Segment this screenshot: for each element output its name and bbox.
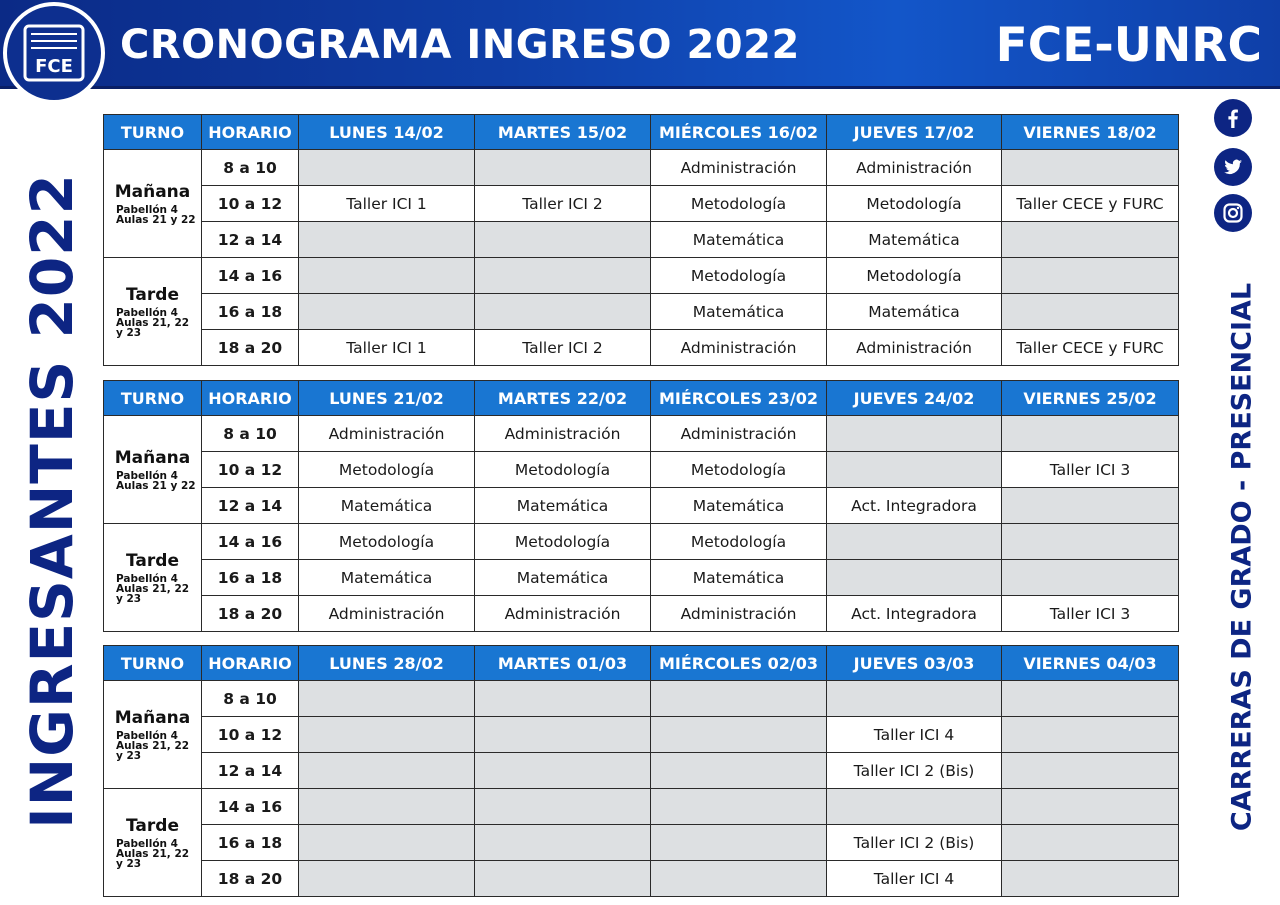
shift-location: Pabellón 4 Aulas 21, 22 y 23 [116, 307, 190, 339]
empty-cell [475, 753, 651, 789]
class-cell: Metodología [651, 186, 827, 222]
class-cell: Administración [651, 596, 827, 632]
empty-cell [1002, 825, 1179, 861]
empty-cell [299, 861, 475, 897]
time-slot: 14 a 16 [202, 258, 299, 294]
class-cell: Administración [299, 416, 475, 452]
empty-cell [651, 861, 827, 897]
table-row [104, 186, 1179, 222]
empty-cell [299, 717, 475, 753]
time-slot: 16 a 18 [202, 294, 299, 330]
empty-cell [475, 717, 651, 753]
empty-cell [1002, 258, 1179, 294]
time-slot: 14 a 16 [202, 789, 299, 825]
column-header: MARTES 15/02 [475, 115, 651, 150]
shift-name: Mañana [114, 182, 191, 202]
empty-cell [1002, 416, 1179, 452]
time-slot: 16 a 18 [202, 825, 299, 861]
class-cell: Taller CECE y FURC [1002, 330, 1179, 366]
column-header: MIÉRCOLES 02/03 [651, 646, 827, 681]
table-row [104, 524, 1179, 560]
class-cell: Taller ICI 2 [475, 186, 651, 222]
shift-name: Mañana [114, 708, 191, 728]
empty-cell [651, 681, 827, 717]
time-slot: 18 a 20 [202, 596, 299, 632]
time-slot: 10 a 12 [202, 717, 299, 753]
table-row [104, 560, 1179, 596]
header-row [104, 646, 1179, 681]
class-cell: Administración [475, 416, 651, 452]
class-cell: Taller CECE y FURC [1002, 186, 1179, 222]
empty-cell [475, 825, 651, 861]
empty-cell [651, 717, 827, 753]
table-row [104, 753, 1179, 789]
shift-location: Pabellón 4 Aulas 21, 22 y 23 [116, 730, 190, 762]
class-cell: Matemática [827, 222, 1002, 258]
column-header: JUEVES 03/03 [827, 646, 1002, 681]
class-cell: Matemática [651, 488, 827, 524]
column-header: MARTES 01/03 [475, 646, 651, 681]
shift-name: Mañana [114, 448, 191, 468]
facebook-icon[interactable] [1214, 99, 1252, 137]
empty-cell [475, 861, 651, 897]
table-row [104, 596, 1179, 632]
class-cell: Metodología [299, 524, 475, 560]
twitter-icon[interactable] [1214, 148, 1252, 186]
column-header: JUEVES 24/02 [827, 381, 1002, 416]
shift-cell [104, 258, 202, 366]
class-cell: Matemática [299, 560, 475, 596]
class-cell: Taller ICI 3 [1002, 596, 1179, 632]
empty-cell [651, 825, 827, 861]
class-cell: Taller ICI 3 [1002, 452, 1179, 488]
empty-cell [1002, 560, 1179, 596]
table-row [104, 150, 1179, 186]
empty-cell [1002, 681, 1179, 717]
column-header: TURNO [104, 381, 202, 416]
class-cell: Matemática [651, 560, 827, 596]
shift-name: Tarde [126, 551, 179, 571]
empty-cell [299, 222, 475, 258]
time-slot: 12 a 14 [202, 753, 299, 789]
empty-cell [475, 294, 651, 330]
shift-location: Pabellón 4 Aulas 21 y 22 [116, 204, 196, 226]
class-cell: Metodología [651, 452, 827, 488]
time-slot: 12 a 14 [202, 488, 299, 524]
table-row [104, 222, 1179, 258]
time-slot: 18 a 20 [202, 861, 299, 897]
column-header: VIERNES 04/03 [1002, 646, 1179, 681]
column-header: LUNES 21/02 [299, 381, 475, 416]
table-row [104, 789, 1179, 825]
empty-cell [827, 789, 1002, 825]
class-cell: Taller ICI 2 [475, 330, 651, 366]
shift-name: Tarde [126, 816, 179, 836]
class-cell: Administración [651, 416, 827, 452]
empty-cell [651, 789, 827, 825]
header-banner [0, 0, 1280, 89]
page-title: CRONOGRAMA INGRESO 2022 [120, 22, 800, 68]
class-cell: Metodología [651, 524, 827, 560]
empty-cell [299, 294, 475, 330]
class-cell: Matemática [651, 294, 827, 330]
class-cell: Act. Integradora [827, 488, 1002, 524]
table-row [104, 717, 1179, 753]
header-row [104, 381, 1179, 416]
table-row [104, 488, 1179, 524]
column-header: MIÉRCOLES 23/02 [651, 381, 827, 416]
empty-cell [827, 524, 1002, 560]
empty-cell [299, 258, 475, 294]
class-cell: Administración [827, 150, 1002, 186]
column-header: JUEVES 17/02 [827, 115, 1002, 150]
class-cell: Matemática [827, 294, 1002, 330]
empty-cell [1002, 717, 1179, 753]
empty-cell [1002, 488, 1179, 524]
shift-cell [104, 681, 202, 789]
class-cell: Metodología [299, 452, 475, 488]
column-header: HORARIO [202, 381, 299, 416]
empty-cell [1002, 524, 1179, 560]
column-header: MIÉRCOLES 16/02 [651, 115, 827, 150]
shift-location: Pabellón 4 Aulas 21, 22 y 23 [116, 838, 190, 870]
time-slot: 10 a 12 [202, 452, 299, 488]
empty-cell [1002, 222, 1179, 258]
class-cell: Taller ICI 1 [299, 330, 475, 366]
week-table [103, 114, 1179, 366]
empty-cell [299, 789, 475, 825]
week-table [103, 645, 1179, 897]
column-header: LUNES 14/02 [299, 115, 475, 150]
time-slot: 8 a 10 [202, 681, 299, 717]
time-slot: 14 a 16 [202, 524, 299, 560]
side-title-right-text: CARRERAS DE GRADO - PRESENCIAL [1226, 282, 1258, 832]
class-cell: Administración [651, 330, 827, 366]
shift-cell [104, 789, 202, 897]
fce-logo [3, 2, 105, 104]
class-cell: Administración [651, 150, 827, 186]
table-row [104, 330, 1179, 366]
empty-cell [1002, 150, 1179, 186]
class-cell: Metodología [827, 186, 1002, 222]
column-header: MARTES 22/02 [475, 381, 651, 416]
time-slot: 12 a 14 [202, 222, 299, 258]
class-cell: Taller ICI 2 (Bis) [827, 753, 1002, 789]
time-slot: 10 a 12 [202, 186, 299, 222]
shift-cell [104, 150, 202, 258]
table-row [104, 294, 1179, 330]
time-slot: 8 a 10 [202, 150, 299, 186]
class-cell: Administración [827, 330, 1002, 366]
column-header: TURNO [104, 115, 202, 150]
empty-cell [475, 258, 651, 294]
table-row [104, 861, 1179, 897]
empty-cell [827, 681, 1002, 717]
table-row [104, 416, 1179, 452]
empty-cell [299, 753, 475, 789]
empty-cell [475, 222, 651, 258]
empty-cell [1002, 753, 1179, 789]
table-row [104, 258, 1179, 294]
table-row [104, 452, 1179, 488]
logo-text: FCE [35, 56, 73, 77]
shift-cell [104, 416, 202, 524]
class-cell: Matemática [651, 222, 827, 258]
class-cell: Matemática [475, 488, 651, 524]
class-cell: Taller ICI 1 [299, 186, 475, 222]
empty-cell [1002, 789, 1179, 825]
class-cell: Metodología [827, 258, 1002, 294]
empty-cell [651, 753, 827, 789]
table-row [104, 825, 1179, 861]
class-cell: Administración [299, 596, 475, 632]
column-header: VIERNES 18/02 [1002, 115, 1179, 150]
class-cell: Matemática [299, 488, 475, 524]
shift-name: Tarde [126, 285, 179, 305]
class-cell: Taller ICI 4 [827, 861, 1002, 897]
empty-cell [475, 789, 651, 825]
empty-cell [1002, 861, 1179, 897]
class-cell: Administración [475, 596, 651, 632]
shift-location: Pabellón 4 Aulas 21 y 22 [116, 470, 196, 492]
class-cell: Metodología [475, 452, 651, 488]
empty-cell [1002, 294, 1179, 330]
class-cell: Metodología [475, 524, 651, 560]
time-slot: 8 a 10 [202, 416, 299, 452]
column-header: TURNO [104, 646, 202, 681]
column-header: LUNES 28/02 [299, 646, 475, 681]
empty-cell [299, 150, 475, 186]
class-cell: Metodología [651, 258, 827, 294]
column-header: VIERNES 25/02 [1002, 381, 1179, 416]
class-cell: Act. Integradora [827, 596, 1002, 632]
table-row [104, 681, 1179, 717]
fce-logo-icon [19, 18, 89, 88]
week-table [103, 380, 1179, 632]
instagram-icon[interactable] [1214, 194, 1252, 232]
shift-location: Pabellón 4 Aulas 21, 22 y 23 [116, 573, 190, 605]
empty-cell [475, 150, 651, 186]
empty-cell [299, 825, 475, 861]
empty-cell [827, 560, 1002, 596]
empty-cell [827, 452, 1002, 488]
side-title-left-text: INGRESANTES 2022 [18, 173, 86, 829]
header-row [104, 115, 1179, 150]
brand-name: FCE-UNRC [995, 18, 1262, 73]
empty-cell [299, 681, 475, 717]
shift-cell [104, 524, 202, 632]
column-header: HORARIO [202, 115, 299, 150]
empty-cell [827, 416, 1002, 452]
column-header: HORARIO [202, 646, 299, 681]
class-cell: Matemática [475, 560, 651, 596]
time-slot: 16 a 18 [202, 560, 299, 596]
class-cell: Taller ICI 4 [827, 717, 1002, 753]
empty-cell [475, 681, 651, 717]
time-slot: 18 a 20 [202, 330, 299, 366]
class-cell: Taller ICI 2 (Bis) [827, 825, 1002, 861]
